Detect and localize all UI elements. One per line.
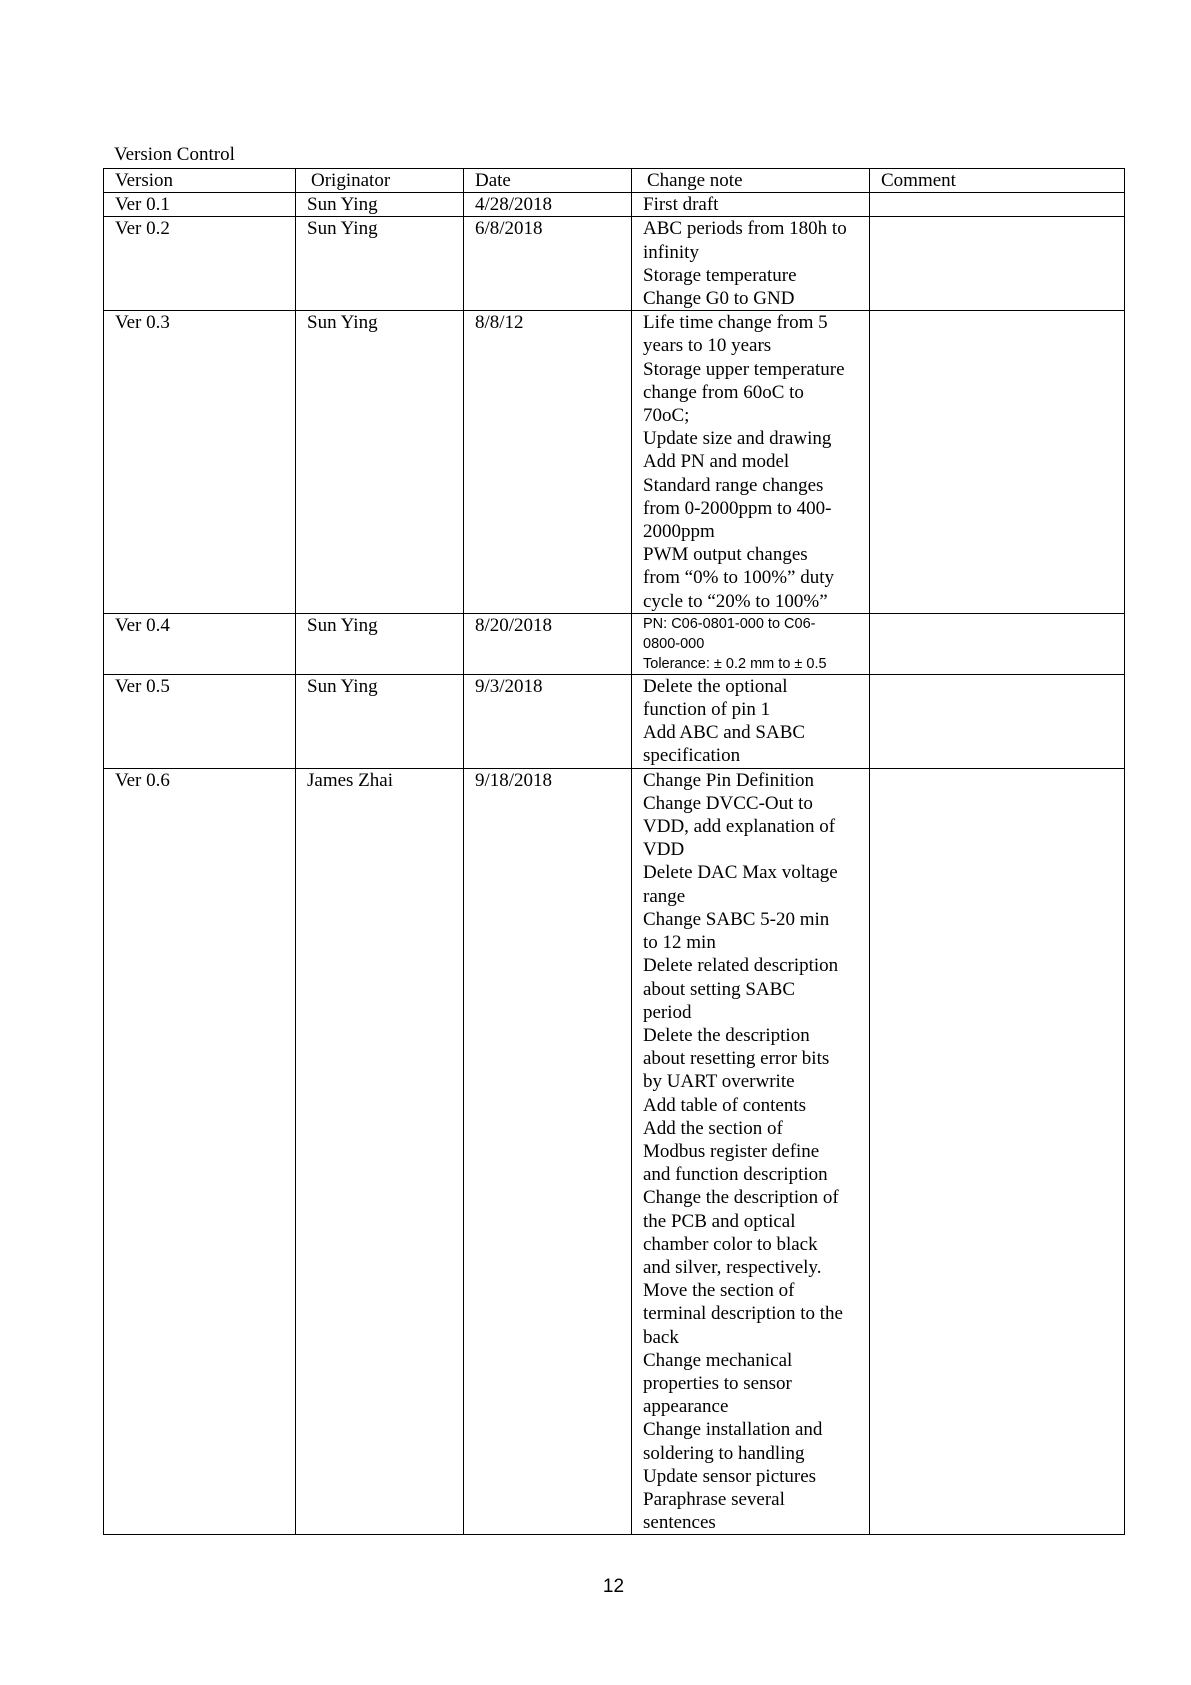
- page-number: 12: [602, 1576, 625, 1597]
- change-note-line: Paraphrase several: [643, 1488, 785, 1510]
- change-note-line: First draft: [643, 194, 719, 216]
- change-note-line: 70oC;: [643, 405, 690, 427]
- change-note-line: cycle to “20% to 100%”: [643, 590, 828, 612]
- table-row: [104, 674, 1125, 768]
- change-note-line: change from 60oC to: [643, 381, 804, 403]
- change-note-line: Change G0 to GND: [643, 288, 795, 310]
- change-note-line: Change DVCC-Out to: [643, 792, 813, 814]
- change-note-line: PWM output changes: [643, 544, 808, 566]
- change-note-cell: [632, 193, 870, 217]
- change-note-cell: [632, 613, 870, 674]
- comment-cell: [870, 217, 1125, 311]
- date-cell: 6/8/2018: [464, 217, 632, 311]
- table-row: [104, 193, 1125, 217]
- change-note-line: back: [643, 1326, 679, 1348]
- change-note-line: range: [643, 885, 686, 907]
- originator-cell: Sun Ying: [296, 217, 464, 311]
- change-note-line: Delete related description: [643, 955, 839, 977]
- change-note-line: Add table of contents: [643, 1094, 807, 1116]
- change-note-line: Delete the description: [643, 1024, 810, 1046]
- version-cell: Ver 0.3: [104, 311, 296, 614]
- change-note-line: Move the section of: [643, 1280, 795, 1302]
- change-note-line: Update size and drawing: [643, 428, 832, 450]
- version-cell: Ver 0.5: [104, 674, 296, 768]
- version-cell: Ver 0.6: [104, 768, 296, 1535]
- table-header-row: [104, 169, 1125, 193]
- table-row: [104, 311, 1125, 614]
- change-note-line: properties to sensor: [643, 1372, 792, 1394]
- change-note-line: appearance: [643, 1396, 729, 1418]
- change-note-line: Modbus register define: [643, 1140, 820, 1162]
- date-cell: 9/3/2018: [464, 674, 632, 768]
- change-note-line: and function description: [643, 1164, 828, 1186]
- change-note-line: from 0-2000ppm to 400-: [643, 497, 832, 519]
- change-note-line: about resetting error bits: [643, 1048, 830, 1070]
- header-originator: Originator: [296, 169, 464, 193]
- comment-cell: [870, 613, 1125, 674]
- change-note-line: Add PN and model: [643, 451, 790, 473]
- change-note-line: sentences: [643, 1512, 716, 1534]
- change-note-line: the PCB and optical: [643, 1210, 796, 1232]
- comment-cell: [870, 768, 1125, 1535]
- change-note-cell: [632, 768, 870, 1535]
- change-note-line: PN: C06-0801-000 to C06-: [643, 615, 816, 632]
- originator-cell: James Zhai: [296, 768, 464, 1535]
- date-cell: 9/18/2018: [464, 768, 632, 1535]
- originator-cell: Sun Ying: [296, 193, 464, 217]
- date-cell: 8/20/2018: [464, 613, 632, 674]
- version-control-table: [103, 168, 1125, 1535]
- change-note-line: Life time change from 5: [643, 312, 828, 334]
- header-change-note: Change note: [632, 169, 870, 193]
- change-note-line: terminal description to the: [643, 1303, 843, 1325]
- change-note-line: Storage upper temperature: [643, 358, 845, 380]
- change-note-line: chamber color to black: [643, 1233, 818, 1255]
- change-note-line: Storage temperature: [643, 264, 797, 286]
- change-note-line: Standard range changes: [643, 474, 824, 496]
- section-title: Version Control: [114, 144, 235, 165]
- table-body: [104, 193, 1125, 1535]
- originator-cell: Sun Ying: [296, 674, 464, 768]
- change-note-line: by UART overwrite: [643, 1071, 795, 1093]
- change-note-line: and silver, respectively.: [643, 1256, 822, 1278]
- table-row: [104, 613, 1125, 674]
- change-note-line: Change Pin Definition: [643, 769, 814, 791]
- comment-cell: [870, 674, 1125, 768]
- version-cell: Ver 0.4: [104, 613, 296, 674]
- change-note-line: Delete DAC Max voltage: [643, 862, 838, 884]
- change-note-line: Change mechanical: [643, 1349, 793, 1371]
- date-cell: 4/28/2018: [464, 193, 632, 217]
- change-note-line: ABC periods from 180h to: [643, 218, 847, 240]
- comment-cell: [870, 311, 1125, 614]
- change-note-line: about setting SABC: [643, 978, 796, 1000]
- change-note-line: Add the section of: [643, 1117, 783, 1139]
- change-note-line: period: [643, 1001, 692, 1023]
- originator-cell: Sun Ying: [296, 311, 464, 614]
- change-note-line: 0800-000: [643, 635, 705, 652]
- change-note-cell: [632, 311, 870, 614]
- comment-cell: [870, 193, 1125, 217]
- change-note-line: Change the description of: [643, 1187, 839, 1209]
- change-note-line: 2000ppm: [643, 521, 715, 543]
- change-note-line: specification: [643, 745, 741, 767]
- originator-cell: Sun Ying: [296, 613, 464, 674]
- change-note-line: to 12 min: [643, 932, 716, 954]
- change-note-line: from “0% to 100%” duty: [643, 567, 835, 589]
- table-row: [104, 217, 1125, 311]
- header-date: Date: [464, 169, 632, 193]
- change-note-line: Tolerance: ± 0.2 mm to ± 0.5: [643, 655, 827, 672]
- version-cell: Ver 0.1: [104, 193, 296, 217]
- change-note-cell: [632, 217, 870, 311]
- change-note-line: infinity: [643, 241, 699, 263]
- version-cell: Ver 0.2: [104, 217, 296, 311]
- change-note-line: Change SABC 5-20 min: [643, 908, 830, 930]
- change-note-line: function of pin 1: [643, 699, 771, 721]
- change-note-line: VDD, add explanation of: [643, 816, 836, 838]
- change-note-line: years to 10 years: [643, 335, 772, 357]
- date-cell: 8/8/12: [464, 311, 632, 614]
- change-note-line: Add ABC and SABC: [643, 722, 806, 744]
- table-row: [104, 768, 1125, 1535]
- change-note-line: VDD: [643, 839, 685, 861]
- header-version: Version: [104, 169, 296, 193]
- change-note-line: soldering to handling: [643, 1442, 805, 1464]
- change-note-line: Change installation and: [643, 1419, 823, 1441]
- header-comment: Comment: [870, 169, 1125, 193]
- change-note-line: Delete the optional: [643, 675, 788, 697]
- change-note-line: Update sensor pictures: [643, 1465, 817, 1487]
- change-note-cell: [632, 674, 870, 768]
